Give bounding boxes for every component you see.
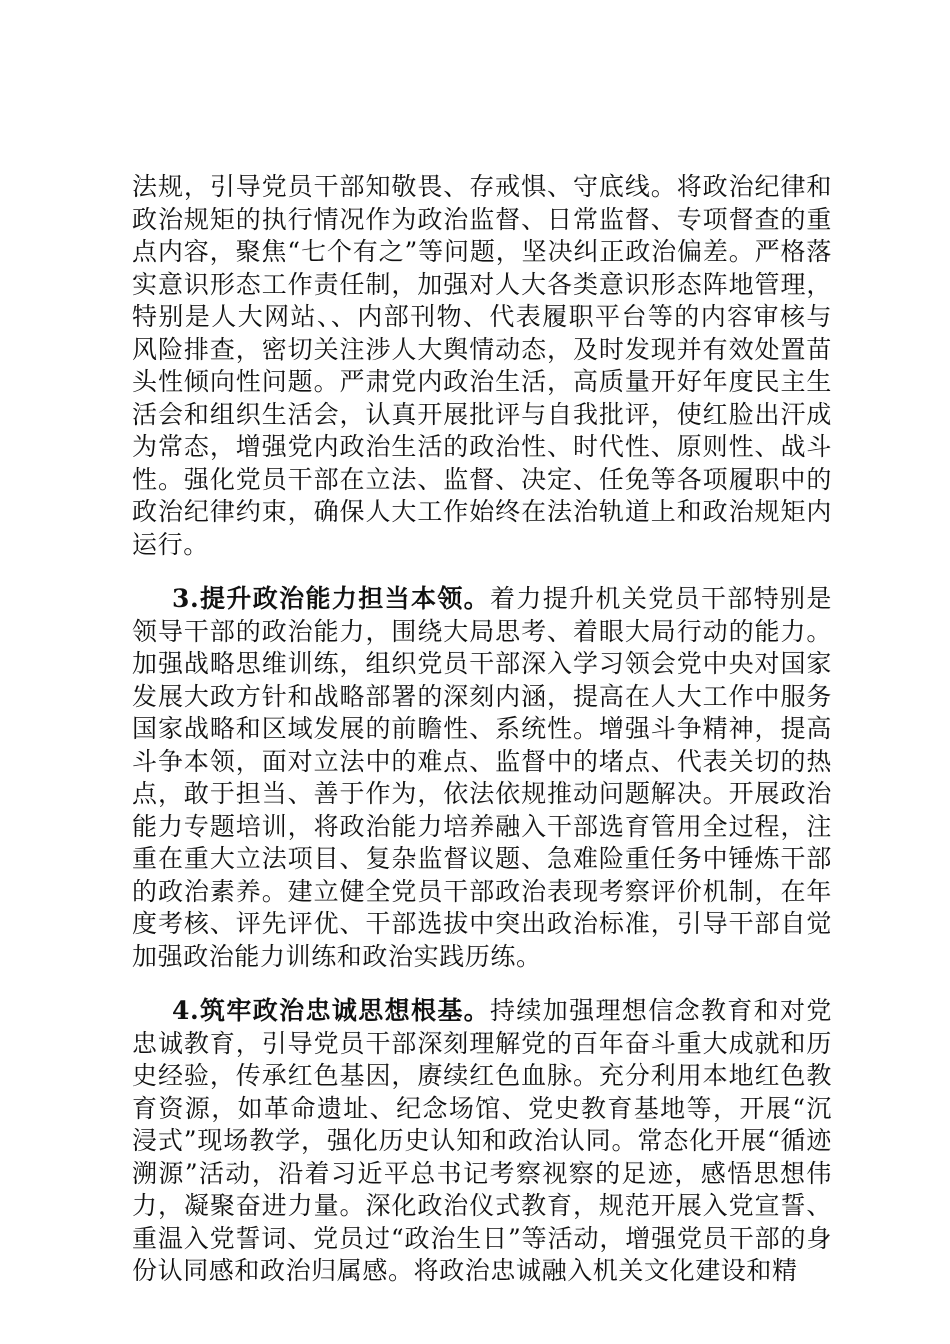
paragraph-text: 着力提升机关党员干部特别是领导干部的政治能力，围绕大局思考、着眼大局行动的能力。加强战略思维训练，组织党员干部深入学习领会党中央对国家发展大政方针和战略部署的深刻内涵，提高在人大工作中服务国家战略和区域发展的前瞻性、系统性。增强斗争精神，提高斗争本领，面对立法中的难点、监督中的堵点、代表关切的热点，敢于担当、善于作为，依法依规推动问题解决。开展政治能力专题培训，将政治能力培养融入干部选育管用全过程，注重在重大立法项目、复杂监督议题、急难险重任务中锤炼干部的政治素养。建立健全党员干部政治表现考察评价机制，在年度考核、评先评优、干部选拔中突出政治标准，引导干部自觉加强政治能力训练和政治实践历练。 [132,584,832,971]
paragraph-section-4 [132,995,832,1288]
document-body [132,171,832,1288]
paragraph-text: 持续加强理想信念教育和对党忠诚教育，引导党员干部深刻理解党的百年奋斗重大成就和历史经验，传承红色基因，赓续红色血脉。充分利用本地红色教育资源，如革命遗址、纪念场馆、党史教育基地等，开展“沉浸式”现场教学，强化历史认知和政治认同。常态化开展“循迹溯源”活动，沿着习近平总书记考察视察的足迹，感悟思想伟力，凝聚奋进力量。深化政治仪式教育，规范开展入党宣誓、重温入党誓词、党员过“政治生日”等活动，增强党员干部的身份认同感和政治归属感。将政治忠诚融入机关文化建设和精 [132,996,832,1285]
paragraph-text: 法规，引导党员干部知敬畏、存戒惧、守底线。将政治纪律和政治规矩的执行情况作为政治监督、日常监督、专项督查的重点内容，聚焦“七个有之”等问题，坚决纠正政治偏差。严格落实意识形态工作责任制，加强对人大各类意识形态阵地管理，特别是人大网站、、内部刊物、代表履职平台等的内容审核与风险排查，密切关注涉人大舆情动态，及时发现并有效处置苗头性倾向性问题。严肃党内政治生活，高质量开好年度民主生活会和组织生活会，认真开展批评与自我批评，使红脸出汗成为常态，增强党内政治生活的政治性、时代性、原则性、战斗性。强化党员干部在立法、监督、决定、任免等各项履职中的政治纪律约束，确保人大工作始终在法治轨道上和政治规矩内运行。 [132,172,832,559]
paragraph-continued [132,171,832,561]
paragraph-section-3 [132,583,832,973]
section-heading: 3.提升政治能力担当本领。 [172,584,491,613]
section-heading: 4.筑牢政治忠诚思想根基。 [172,996,491,1025]
